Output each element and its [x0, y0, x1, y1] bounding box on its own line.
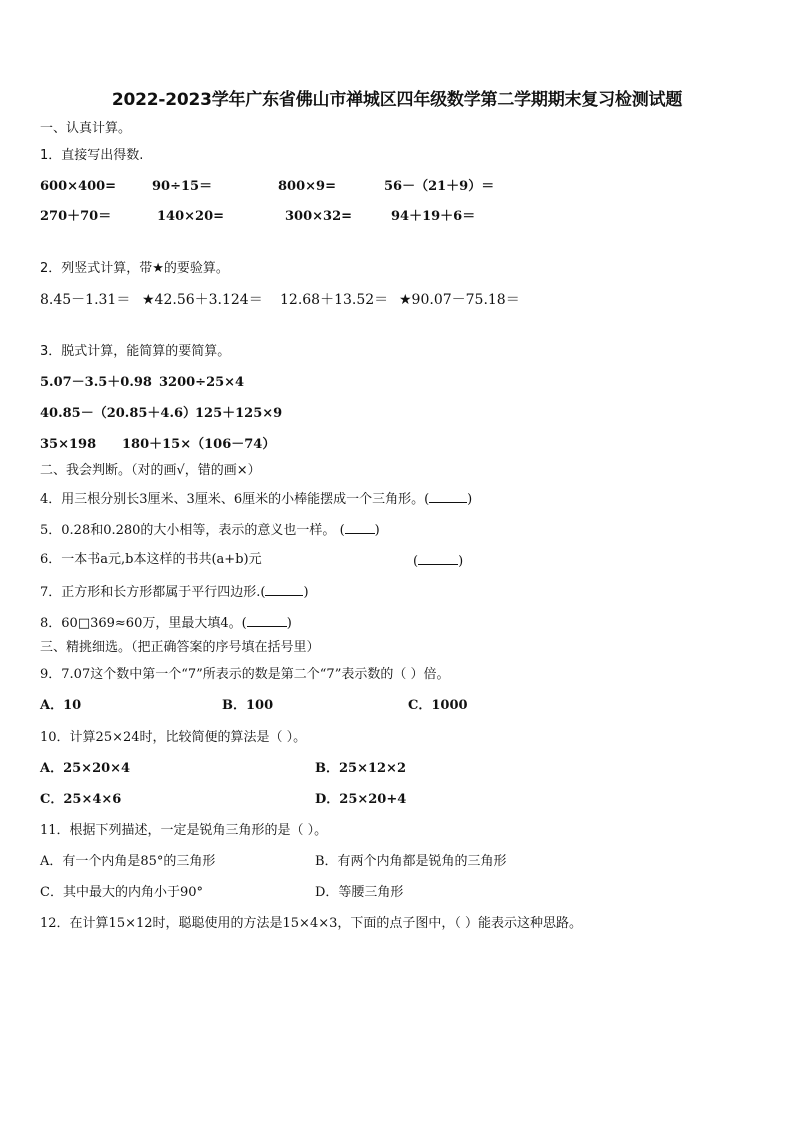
q11-option-b[interactable]: B．有两个内角都是锐角的三角形	[315, 854, 507, 869]
section-3-heading: 三、精挑细选。（把正确答案的序号填在括号里）	[40, 640, 320, 655]
question-1-label: 1．直接写出得数.	[40, 148, 144, 163]
q1-expr-1: 600×400=	[40, 179, 117, 194]
q3-expr-4: 125＋125×9	[195, 406, 283, 421]
section-1-heading: 一、认真计算。	[40, 121, 132, 136]
q10-option-c[interactable]: C．25×4×6	[40, 792, 122, 807]
q10-option-a[interactable]: A．25×20×4	[40, 761, 131, 776]
close-paren: )	[303, 585, 309, 600]
q9-option-b[interactable]: B．100	[222, 698, 274, 713]
q1-expr-7: 300×32=	[285, 209, 353, 224]
question-10-stem: 10．计算25×24时，比较简便的算法是（ ）。	[40, 730, 307, 745]
q3-expr-6: 180＋15×（106－74）	[122, 437, 276, 452]
q10-option-b[interactable]: B．25×12×2	[315, 761, 407, 776]
open-paren: (	[413, 554, 419, 569]
answer-blank[interactable]	[418, 552, 458, 565]
section-2-heading: 二、我会判断。（对的画√，错的画×）	[40, 463, 261, 478]
answer-blank[interactable]	[265, 583, 303, 596]
question-12-stem: 12．在计算15×12时，聪聪使用的方法是15×4×3，下面的点子图中，（ ）能表示这种思路。	[40, 916, 583, 931]
judge-item-6-answer	[413, 552, 463, 570]
judge-item-7-text: 7．正方形和长方形都属于平行四边形.(	[40, 585, 266, 600]
q1-expr-8: 94＋19＋6＝	[391, 209, 476, 224]
q11-option-c[interactable]: C．其中最大的内角小于90°	[40, 885, 203, 900]
close-paren: )	[286, 616, 292, 631]
q2-expr-1: 8.45－1.31＝	[40, 292, 131, 308]
page-title: 2022-2023学年广东省佛山市禅城区四年级数学第二学期期末复习检测试题	[111, 90, 683, 110]
judge-item-7	[40, 583, 309, 601]
judge-item-6	[40, 552, 262, 568]
close-paren: )	[467, 492, 473, 507]
q1-expr-6: 140×20=	[157, 209, 225, 224]
answer-blank[interactable]	[247, 614, 287, 627]
close-paren: )	[374, 523, 380, 538]
q1-expr-4: 56－（21＋9）＝	[384, 179, 495, 194]
q3-expr-2: 3200÷25×4	[159, 375, 245, 390]
q10-option-d[interactable]: D．25×20+4	[315, 792, 407, 807]
judge-item-8	[40, 614, 292, 632]
judge-item-4-text: 4．用三根分别长3厘米、3厘米、6厘米的小棒能摆成一个三角形。(	[40, 492, 430, 507]
question-9-stem: 9．7.07这个数中第一个“7”所表示的数是第二个“7”表示数的（ ）倍。	[40, 667, 450, 682]
close-paren: )	[458, 554, 464, 569]
q9-option-a[interactable]: A．10	[40, 698, 82, 713]
q3-expr-5: 35×198	[40, 437, 97, 452]
judge-item-5	[40, 521, 380, 539]
q1-expr-5: 270＋70＝	[40, 209, 112, 224]
question-3-label: 3．脱式计算，能简算的要简算。	[40, 344, 231, 359]
q1-expr-3: 800×9=	[278, 179, 336, 194]
q3-expr-1: 5.07－3.5＋0.98	[40, 375, 152, 390]
q9-option-c[interactable]: C．1000	[408, 698, 468, 713]
answer-blank[interactable]	[429, 490, 467, 503]
question-11-stem: 11．根据下列描述，一定是锐角三角形的是（ ）。	[40, 823, 328, 838]
answer-blank[interactable]	[345, 521, 375, 534]
question-2-label: 2．列竖式计算，带★的要验算。	[40, 261, 229, 276]
q1-expr-2: 90÷15＝	[152, 179, 213, 194]
judge-item-6-text: 6．一本书a元,b本这样的书共(a+b)元	[40, 552, 262, 567]
q2-expr-2: ★42.56＋3.124＝	[142, 292, 263, 308]
judge-item-8-text: 8．60□369≈60万，里最大填4。(	[40, 616, 247, 631]
q2-expr-4: ★90.07－75.18＝	[399, 292, 520, 308]
judge-item-4	[40, 490, 472, 508]
q2-expr-3: 12.68＋13.52＝	[280, 292, 389, 308]
q3-expr-3: 40.85－（20.85＋4.6）	[40, 406, 197, 421]
q11-option-a[interactable]: A．有一个内角是85°的三角形	[40, 854, 216, 869]
judge-item-5-text: 5．0.28和0.280的大小相等，表示的意义也一样。 (	[40, 523, 345, 538]
q11-option-d[interactable]: D．等腰三角形	[315, 885, 404, 900]
